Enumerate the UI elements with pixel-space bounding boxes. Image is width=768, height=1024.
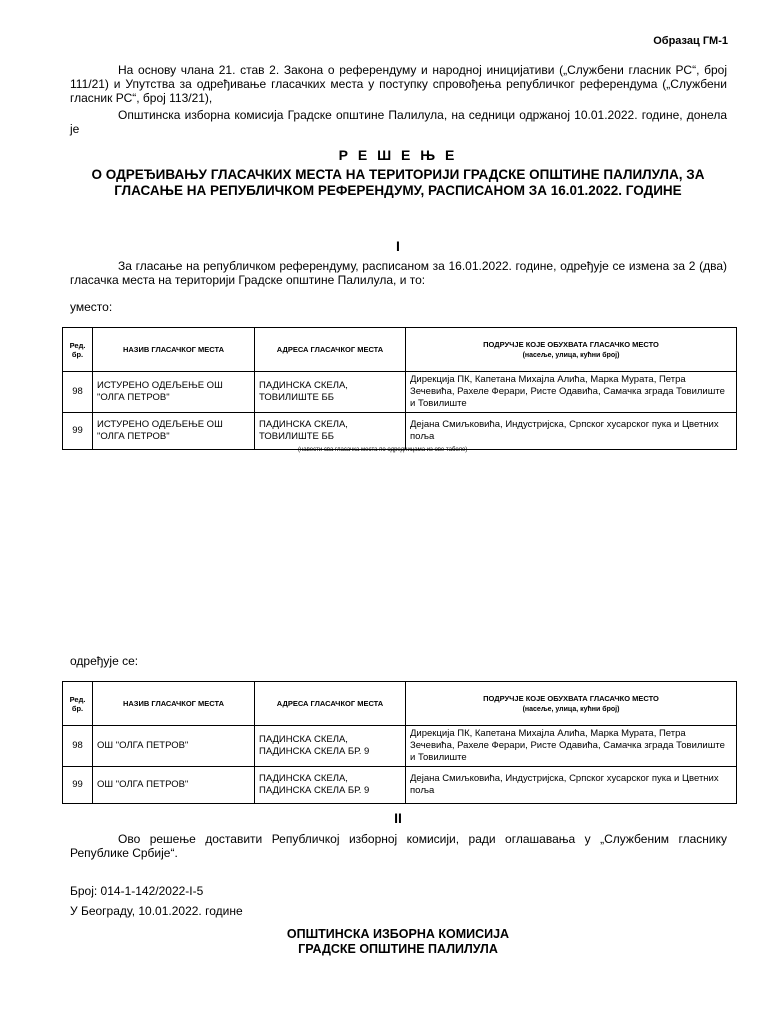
- cell-number: 98: [63, 372, 93, 413]
- cell-name: ИСТУРЕНО ОДЕЉЕЊЕ ОШ "ОЛГА ПЕТРОВ": [93, 372, 255, 413]
- signature-line-1: ОПШТИНСКА ИЗБОРНА КОМИСИЈА: [286, 927, 510, 941]
- cell-name: ОШ "ОЛГА ПЕТРОВ": [93, 726, 255, 767]
- header-address: АДРЕСА ГЛАСАЧКОГ МЕСТА: [255, 328, 406, 372]
- cell-address: ПАДИНСКА СКЕЛА, ТОВИЛИШТЕ ББ: [255, 372, 406, 413]
- cell-name: ИСТУРЕНО ОДЕЉЕЊЕ ОШ "ОЛГА ПЕТРОВ": [93, 413, 255, 450]
- cell-address: ПАДИНСКА СКЕЛА, ТОВИЛИШТЕ ББ: [255, 413, 406, 450]
- table-row: [63, 372, 737, 413]
- section-numeral-2: II: [394, 810, 402, 826]
- header-name: НАЗИВ ГЛАСАЧКОГ МЕСТА: [93, 682, 255, 726]
- decision-subject: О ОДРЕЂИВАЊУ ГЛАСАЧКИХ МЕСТА НА ТЕРИТОРИЈИ ГРАДСКЕ ОПШТИНЕ ПАЛИЛУЛА, ЗА ГЛАСАЊЕ НА РЕПУБЛИЧКОМ РЕФЕРЕНДУМУ, РАСПИСАНОМ ЗА 16.01.2022. ГОДИНЕ: [91, 167, 705, 198]
- table-old-polling-stations: [62, 327, 737, 450]
- header-name: НАЗИВ ГЛАСАЧКОГ МЕСТА: [93, 328, 255, 372]
- label-instead: уместо:: [70, 300, 113, 314]
- label-determined: одређује се:: [70, 654, 139, 668]
- table-row: [63, 767, 737, 804]
- decision-title: Р Е Ш Е Њ Е: [338, 147, 458, 163]
- section-numeral-1: I: [396, 238, 400, 254]
- section-2-text: Ово решење доставити Републичкој изборној комисији, ради оглашавања у „Службеним гласнику Републике Србије“.: [70, 832, 727, 860]
- table-row: [63, 726, 737, 767]
- table-row: [63, 413, 737, 450]
- table-note: (навести сва гласачка места по одредницама из ове табеле): [298, 447, 468, 453]
- cell-area: Дирекција ПК, Капетана Михајла Алића, Марка Мурата, Петра Зечевића, Рахеле Ферари, Ристе Одавића, Самачка зграда Товилиште и Товилиште: [406, 726, 737, 767]
- cell-name: ОШ "ОЛГА ПЕТРОВ": [93, 767, 255, 804]
- header-address: АДРЕСА ГЛАСАЧКОГ МЕСТА: [255, 682, 406, 726]
- table-new-polling-stations: [62, 681, 737, 804]
- header-number: Ред. бр.: [63, 682, 93, 726]
- signature-block: [60, 927, 736, 957]
- intro-paragraph-commission: Општинска изборна комисија Градске општине Палилула, на седници одржаној 10.01.2022. године, донела је: [70, 108, 727, 136]
- signature-line-2: ГРАДСКЕ ОПШТИНЕ ПАЛИЛУЛА: [298, 942, 498, 956]
- intro-paragraph-legal-basis: На основу члана 21. став 2. Закона о референдуму и народној иницијативи („Службени гласник РС“, број 111/21) и Упутства за одређивање гласачких места у поступку спровођења републичког референдума („Службени гласник РС“, број 113/21),: [70, 63, 727, 105]
- cell-area: Дирекција ПК, Капетана Михајла Алића, Марка Мурата, Петра Зечевића, Рахеле Ферари, Ристе Одавића, Самачка зграда Товилиште и Товилиште: [406, 372, 737, 413]
- form-code: Образац ГМ-1: [653, 35, 728, 47]
- cell-address: ПАДИНСКА СКЕЛА, ПАДИНСКА СКЕЛА БР. 9: [255, 726, 406, 767]
- header-area: ПОДРУЧЈЕ КОЈЕ ОБУХВАТА ГЛАСАЧКО МЕСТО (насеље, улица, кућни број): [406, 682, 737, 726]
- document-number: Број: 014-1-142/2022-I-5: [70, 884, 204, 898]
- cell-area: Дејана Смиљковића, Индустријска, Српског хусарског пука и Цветних поља: [406, 767, 737, 804]
- cell-address: ПАДИНСКА СКЕЛА, ПАДИНСКА СКЕЛА БР. 9: [255, 767, 406, 804]
- header-area: ПОДРУЧЈЕ КОЈЕ ОБУХВАТА ГЛАСАЧКО МЕСТО (насеље, улица, кућни број): [406, 328, 737, 372]
- header-number: Ред. бр.: [63, 328, 93, 372]
- place-and-date: У Београду, 10.01.2022. године: [70, 904, 243, 918]
- cell-number: 99: [63, 413, 93, 450]
- cell-number: 98: [63, 726, 93, 767]
- cell-number: 99: [63, 767, 93, 804]
- section-1-text: За гласање на републичком референдуму, расписаном за 16.01.2022. године, одређује се измена за 2 (два) гласачка места на територији Градске општине Палилула, и то:: [70, 259, 727, 287]
- cell-area: Дејана Смиљковића, Индустријска, Српског хусарског пука и Цветних поља: [406, 413, 737, 450]
